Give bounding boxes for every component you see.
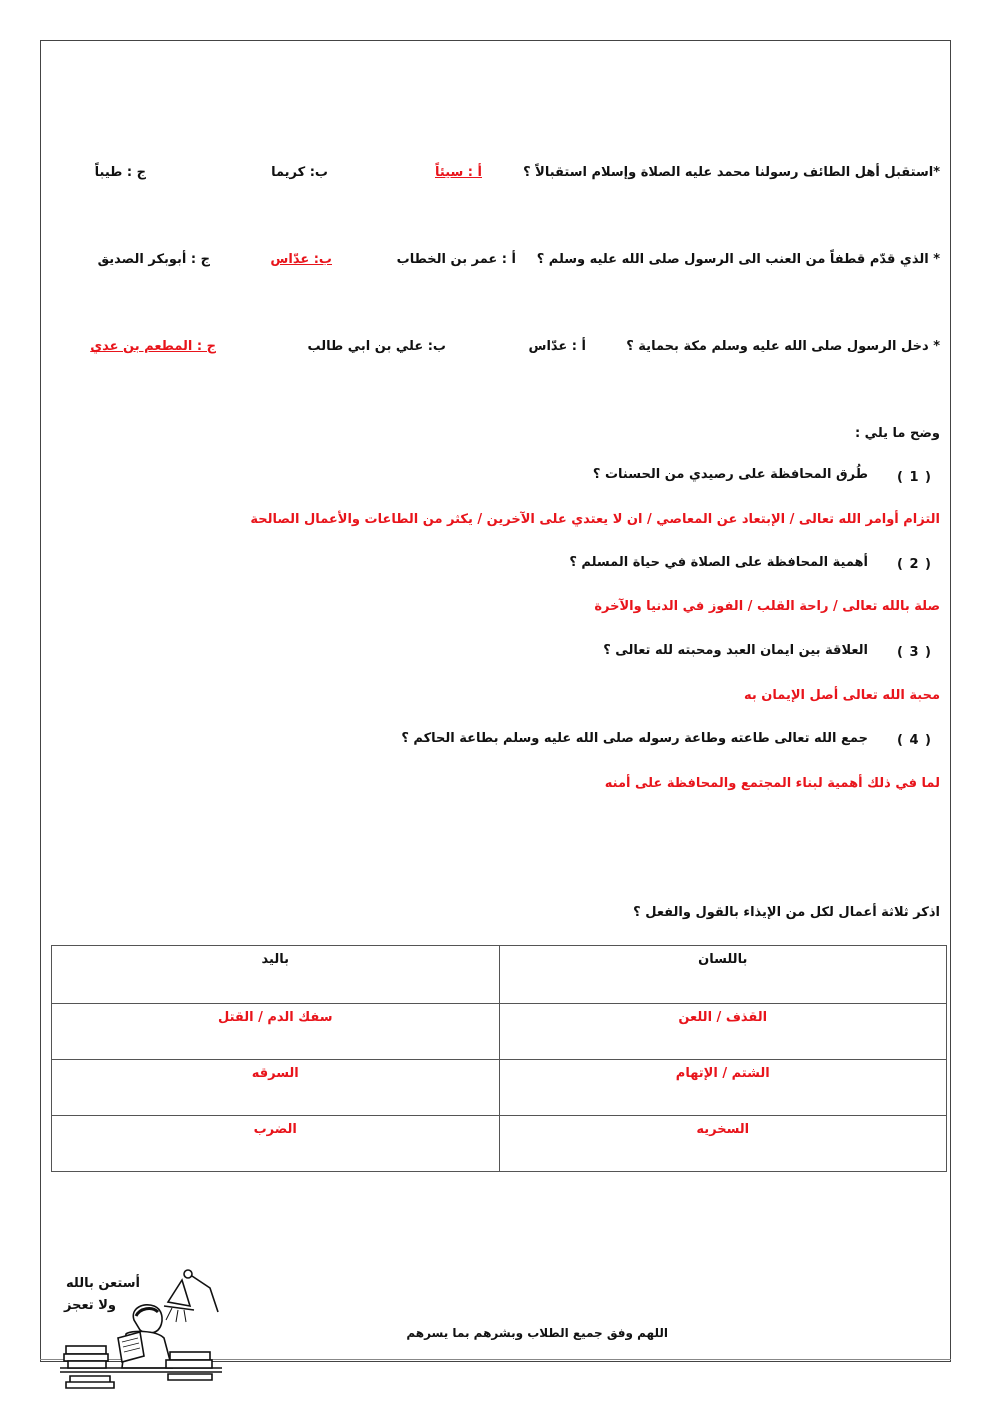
mcq-1-option-c: ج : طيباً <box>94 165 146 180</box>
explain-3-answer: محبة الله تعالى أصل الإيمان به <box>744 688 940 703</box>
mcq-2-question: * الذي قدّم قطفاً من العنب الى الرسول صلى الله عليه وسلم ؟ <box>536 252 940 267</box>
mcq-1-option-a: أ : سيئاً <box>435 165 482 180</box>
harm-header-tongue: باللسان <box>499 946 947 1004</box>
lamp-and-student-icon <box>60 1268 222 1390</box>
explain-2-question: أهمية المحافظة على الصلاة في حياة المسلم ؟ <box>569 555 868 570</box>
harm-header-hand: باليد <box>52 946 500 1004</box>
clipart-caption-line2: ولا تعجز <box>64 1298 116 1313</box>
clipart-caption-line1: أستعن بالله <box>66 1276 140 1291</box>
harm-row-3-tongue: السخريه <box>499 1116 947 1172</box>
student-reading-clipart <box>60 1268 222 1390</box>
harm-row-1-hand: سفك الدم / القتل <box>52 1004 500 1060</box>
mcq-2-option-c: ج : أبوبكر الصديق <box>97 252 210 267</box>
mcq-1-option-b: ب: كريما <box>271 165 328 180</box>
mcq-2-option-b: ب: عدّاس <box>270 252 332 267</box>
mcq-3-question: * دخل الرسول صلى الله عليه وسلم مكة بحماية ؟ <box>626 339 940 354</box>
mcq-1-question: *استقبل أهل الطائف رسولنا محمد عليه الصلاة وإسلام استقبالاً ؟ <box>523 165 940 180</box>
explain-heading: وضح ما يلي : <box>854 426 940 441</box>
mcq-3-option-b: ب: علي بن ابي طالب <box>307 339 446 354</box>
explain-3-question: العلاقة بين ايمان العبد ومحبته لله تعالى ؟ <box>603 643 868 658</box>
explain-1-number: ( 1 ) <box>897 470 932 485</box>
harm-row-1-tongue: القذف / اللعن <box>499 1004 947 1060</box>
explain-2-number: ( 2 ) <box>897 557 932 572</box>
mcq-3-option-c: ج : المطعم بن عدي <box>90 339 216 354</box>
mcq-3-option-a: أ : عدّاس <box>528 339 586 354</box>
footer-prayer: اللهم وفق جميع الطلاب وبشرهم بما يسرهم <box>406 1326 668 1340</box>
explain-4-number: ( 4 ) <box>897 733 932 748</box>
harm-table-header-row <box>52 946 947 1004</box>
table-row <box>52 1116 947 1172</box>
table-row <box>52 1004 947 1060</box>
explain-4-question: جمع الله تعالى طاعته وطاعة رسوله صلى الله عليه وسلم بطاعة الحاكم ؟ <box>401 731 868 746</box>
harm-row-2-hand: السرقه <box>52 1060 500 1116</box>
explain-1-answer: التزام أوامر الله تعالى / الإبتعاد عن المعاصي / ان لا يعتدي على الآخرين / يكثر من الطاعات والأعمال الصالحة <box>250 512 940 527</box>
explain-1-question: طُرق المحافظة على رصيدي من الحسنات ؟ <box>592 467 868 482</box>
harm-row-3-hand: الضرب <box>52 1116 500 1172</box>
explain-3-number: ( 3 ) <box>897 645 932 660</box>
explain-4-answer: لما في ذلك أهمية لبناء المجتمع والمحافظة على أمنه <box>604 776 940 791</box>
explain-2-answer: صلة بالله تعالى / راحة القلب / الفوز في الدنيا والآخرة <box>594 599 940 614</box>
harm-row-2-tongue: الشتم / الإتهام <box>499 1060 947 1116</box>
harm-table <box>51 945 947 1172</box>
harm-question: اذكر ثلاثة أعمال لكل من الإيذاء بالقول والفعل ؟ <box>633 905 940 920</box>
mcq-2-option-a: أ : عمر بن الخطاب <box>396 252 516 267</box>
table-row <box>52 1060 947 1116</box>
